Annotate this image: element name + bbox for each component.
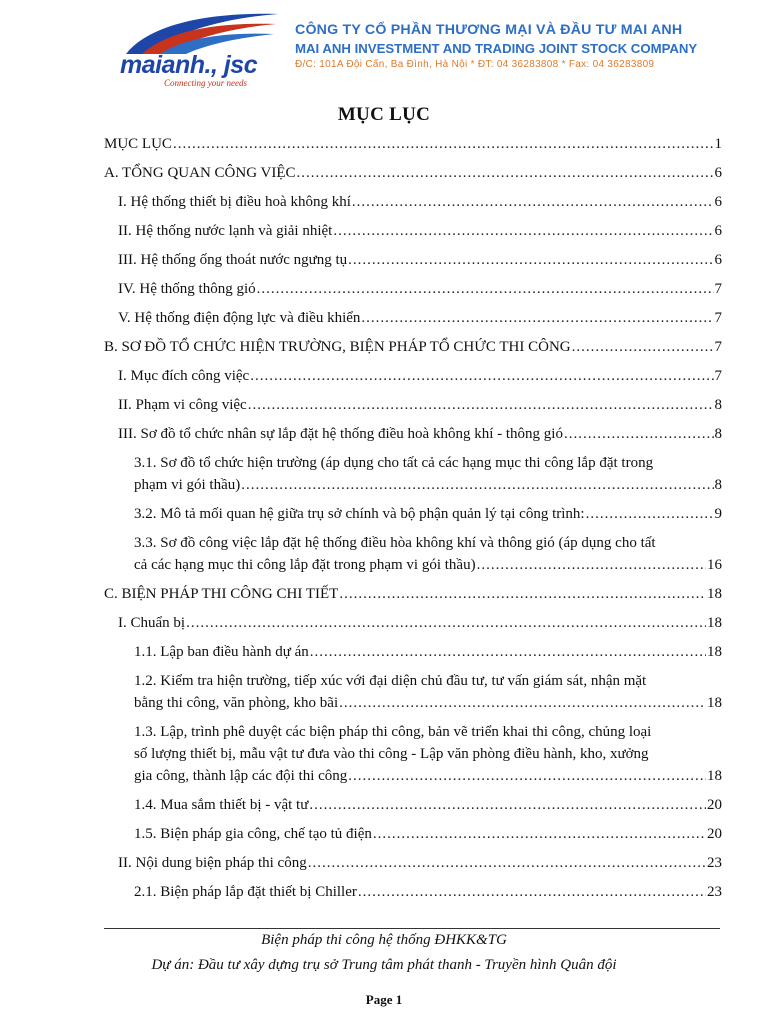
toc-leader-dots [250, 365, 713, 387]
toc-leader-dots [572, 336, 714, 358]
toc-page-number: 8 [714, 397, 722, 413]
toc-entry-label: MỤC LỤC [104, 136, 172, 152]
toc-entry-label: 1.4. Mua sắm thiết bị - vật tư [134, 797, 309, 813]
toc-leader-dots [333, 220, 713, 242]
toc-entry[interactable] [104, 249, 722, 271]
toc-leader-dots [257, 278, 714, 300]
toc-entry[interactable] [104, 452, 722, 496]
toc-leader-dots [173, 133, 714, 155]
toc-leader-dots [241, 474, 713, 496]
toc-leader-dots [477, 554, 706, 576]
company-info [295, 22, 735, 70]
toc-entry-label: III. Hệ thống ống thoát nước ngưng tụ [118, 252, 348, 268]
toc-entry-label: II. Hệ thống nước lạnh và giải nhiệt [118, 223, 333, 239]
toc-entry-label: gia công, thành lập các đội thi công [134, 768, 348, 784]
toc-entry-label: C. BIỆN PHÁP THI CÔNG CHI TIẾT [104, 586, 339, 602]
toc-leader-dots [348, 765, 706, 787]
toc-entry[interactable] [104, 336, 722, 358]
toc-entry-text: 3.1. Sơ đồ tổ chức hiện trường (áp dụng cho tất cả các hạng mục thi công lắp đặt trong [134, 455, 654, 471]
company-name-en: MAI ANH INVESTMENT AND TRADING JOINT STOCK COMPANY [295, 41, 698, 56]
toc-page-number: 7 [714, 339, 722, 355]
toc-entry[interactable] [104, 503, 722, 525]
toc-entry[interactable] [104, 721, 722, 787]
toc-entry-label: II. Phạm vi công việc [118, 397, 247, 413]
toc-leader-dots [309, 794, 706, 816]
company-logo [108, 8, 283, 88]
toc-entry[interactable] [104, 641, 722, 663]
toc-entry-label: V. Hệ thống điện động lực và điều khiển [118, 310, 361, 326]
toc-page-number: 1 [714, 136, 722, 152]
toc-page-number: 20 [707, 797, 722, 813]
toc-leader-dots [339, 692, 706, 714]
toc-page-number: 18 [707, 644, 722, 660]
toc-page-number: 9 [714, 506, 722, 522]
logo-wordmark: maianh., jsc [120, 51, 258, 79]
toc-entry-text: 1.2. Kiểm tra hiện trường, tiếp xúc với đại diện chủ đầu tư, tư vấn giám sát, nhận mặt [134, 673, 647, 689]
toc-entry-label: II. Nội dung biện pháp thi công [118, 855, 307, 871]
toc-entry[interactable] [104, 162, 722, 184]
toc-leader-dots [586, 503, 714, 525]
toc-entry-text: 1.3. Lập, trình phê duyệt các biện pháp thi công, bản vẽ triển khai thi công, chủng loại [134, 724, 652, 740]
footer-divider [104, 928, 720, 929]
page-title: MỤC LỤC [337, 104, 431, 125]
toc-leader-dots [297, 162, 714, 184]
document-header [0, 0, 768, 100]
company-name-vn: CÔNG TY CỔ PHẦN THƯƠNG MẠI VÀ ĐẦU TƯ MAI ANH [295, 22, 683, 38]
toc-entry[interactable] [104, 394, 722, 416]
toc-entry-label: IV. Hệ thống thông gió [118, 281, 256, 297]
toc-entry-label: phạm vi gói thầu) [134, 477, 241, 493]
toc-entry-label: 1.1. Lập ban điều hành dự án [134, 644, 309, 660]
toc-leader-dots [358, 881, 706, 903]
toc-leader-dots [248, 394, 714, 416]
toc-page-number: 16 [707, 557, 722, 573]
toc-page-number: 8 [714, 426, 722, 442]
toc-page-number: 18 [707, 768, 722, 784]
toc-leader-dots [308, 852, 706, 874]
toc-page-number: 20 [707, 826, 722, 842]
toc-page-number: 18 [707, 586, 722, 602]
toc-entry-label: 1.5. Biện pháp gia công, chế tạo tủ điện [134, 826, 372, 842]
toc-entry-label: 2.1. Biện pháp lắp đặt thiết bị Chiller [134, 884, 357, 900]
toc-page-number: 6 [714, 252, 722, 268]
toc-page-number: 18 [707, 615, 722, 631]
toc-entry[interactable] [104, 191, 722, 213]
toc-leader-dots [564, 423, 714, 445]
footer-line-1: Biện pháp thi công hệ thống ĐHKK&TG [261, 932, 507, 948]
toc-page-number: 7 [714, 281, 722, 297]
toc-page-number: 18 [707, 695, 722, 711]
toc-entry[interactable] [104, 583, 722, 605]
toc-leader-dots [348, 249, 713, 271]
toc-entry-label: A. TỔNG QUAN CÔNG VIỆC [104, 165, 296, 181]
toc-entry[interactable] [104, 423, 722, 445]
toc-entry-label: 3.2. Mô tả mối quan hệ giữa trụ sở chính và bộ phận quản lý tại công trình: [134, 506, 585, 522]
toc-leader-dots [373, 823, 706, 845]
company-address: Đ/C: 101A Đội Cấn, Ba Đình, Hà Nội * ĐT: 04 36283808 * Fax: 04 36283809 [295, 59, 655, 70]
toc-page-number: 7 [714, 368, 722, 384]
toc-entry-label: I. Mục đích công việc [118, 368, 250, 384]
toc-page-number: 7 [714, 310, 722, 326]
toc-leader-dots [186, 612, 706, 634]
toc-page-number: 23 [707, 855, 722, 871]
logo-tagline: Connecting your needs [164, 78, 247, 88]
toc-entry[interactable] [104, 133, 722, 155]
toc-entry[interactable] [104, 278, 722, 300]
toc-leader-dots [352, 191, 714, 213]
table-of-contents [104, 133, 722, 910]
toc-entry-label: I. Hệ thống thiết bị điều hoà không khí [118, 194, 351, 210]
toc-entry[interactable] [104, 823, 722, 845]
toc-entry-text: số lượng thiết bị, mẫu vật tư đưa vào thi công - Lập văn phòng điều hành, kho, xưởng [134, 746, 649, 762]
toc-page-number: 8 [714, 477, 722, 493]
toc-entry[interactable] [104, 670, 722, 714]
toc-entry[interactable] [104, 307, 722, 329]
toc-entry-label: bằng thi công, văn phòng, kho bãi [134, 695, 339, 711]
toc-entry-label: cả các hạng mục thi công lắp đặt trong phạm vi gói thầu) [134, 557, 476, 573]
toc-entry[interactable] [104, 365, 722, 387]
toc-entry-label: I. Chuẩn bị [118, 615, 186, 631]
toc-entry-label: B. SƠ ĐỒ TỔ CHỨC HIỆN TRƯỜNG, BIỆN PHÁP TỔ CHỨC THI CÔNG [104, 339, 571, 355]
toc-entry[interactable] [104, 532, 722, 576]
toc-entry-text: 3.3. Sơ đồ công việc lắp đặt hệ thống điều hòa không khí và thông gió (áp dụng cho tất [134, 535, 656, 551]
toc-leader-dots [361, 307, 713, 329]
toc-entry[interactable] [104, 794, 722, 816]
logo-swoosh-icon [108, 8, 283, 56]
toc-entry[interactable] [104, 881, 722, 903]
toc-page-number: 6 [714, 165, 722, 181]
toc-leader-dots [339, 583, 706, 605]
toc-page-number: 6 [714, 223, 722, 239]
toc-entry[interactable] [104, 852, 722, 874]
toc-page-number: 23 [707, 884, 722, 900]
toc-leader-dots [310, 641, 706, 663]
toc-page-number: 6 [714, 194, 722, 210]
toc-entry[interactable] [104, 220, 722, 242]
toc-entry-label: III. Sơ đồ tổ chức nhân sự lắp đặt hệ thống điều hoà không khí - thông gió [118, 426, 563, 442]
page-number: Page 1 [365, 992, 403, 1007]
toc-entry[interactable] [104, 612, 722, 634]
footer-line-2: Dự án: Đầu tư xây dựng trụ sở Trung tâm phát thanh - Truyền hình Quân đội [151, 957, 617, 973]
